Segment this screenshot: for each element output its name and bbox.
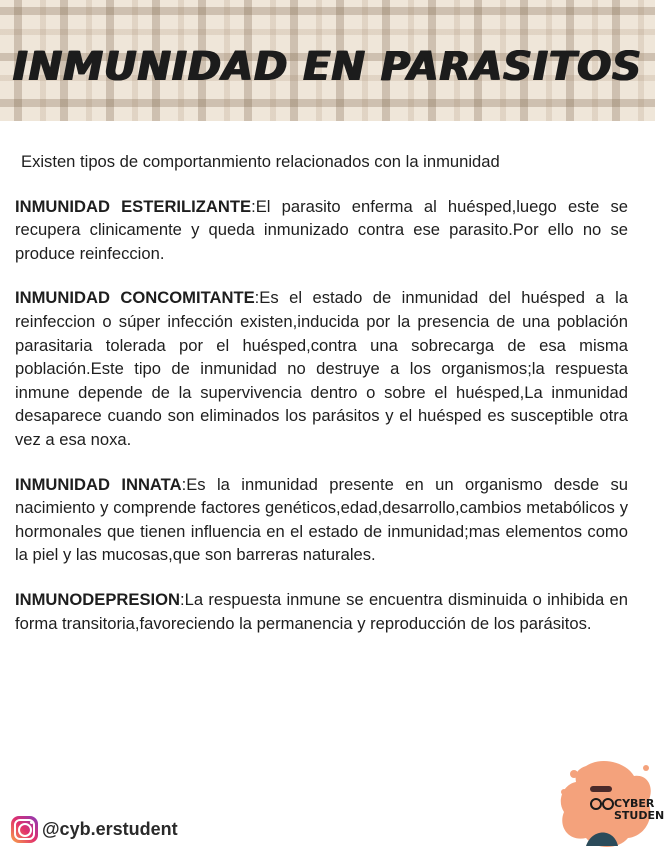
section-text: :La respuesta inmune se encuentra disminuida o inhibida en forma transitoria,favoreciendo la permanencia y reproducción de los parásitos. [15, 589, 628, 633]
document-body [15, 150, 628, 656]
header-banner [0, 0, 655, 121]
instagram-icon [11, 816, 38, 843]
instagram-handle[interactable] [11, 814, 178, 844]
section-text: :El parasito enferma al huésped,luego este se recupera clinicamente y queda inmunizado contra ese parasito.Por ello no se produce reinfeccion. [15, 196, 628, 263]
section-term: INMUNIDAD INNATA [15, 474, 182, 494]
section-text: :Es la inmunidad presente en un organismo desde su nacimiento y comprende factores genéticos,edad,desarrollo,cambios metabólicos y hormonales que tienen influencia en el estado de inmunidad;mas elementos como la piel y las mucosas,que son barreras naturales. [15, 474, 628, 565]
section-text: :Es el estado de inmunidad del huésped a la reinfeccion o súper infección existen,inducida por la presencia de una población parasitaria tolerada por el huésped,contra una sobrecarga de esa misma población.Este tipo de inmunidad no destruye a los organismos;la respuesta inmune depende de la supervivencia dentro o sobre el huésped,La inmunidad desaparece cuando son eliminados los parásitos y el huésped es susceptible otra vez a esa noxa. [15, 288, 628, 449]
section-inmunodepresion [15, 588, 628, 635]
section-innata [15, 473, 628, 567]
intro-text: Existen tipos de comportanmiento relacionados con la inmunidad [21, 152, 500, 171]
handle-text: @cyb.erstudent [42, 818, 178, 839]
section-term: INMUNIDAD ESTERILIZANTE [15, 196, 252, 216]
section-concomitante [15, 286, 628, 451]
section-term: INMUNODEPRESION [15, 589, 181, 609]
section-esterilizante [15, 195, 628, 266]
page-title: INMUNIDAD EN PARASITOS [12, 44, 643, 90]
logo-text: CYBER STUDEN [614, 797, 664, 822]
section-term: INMUNIDAD CONCOMITANTE [15, 288, 255, 308]
